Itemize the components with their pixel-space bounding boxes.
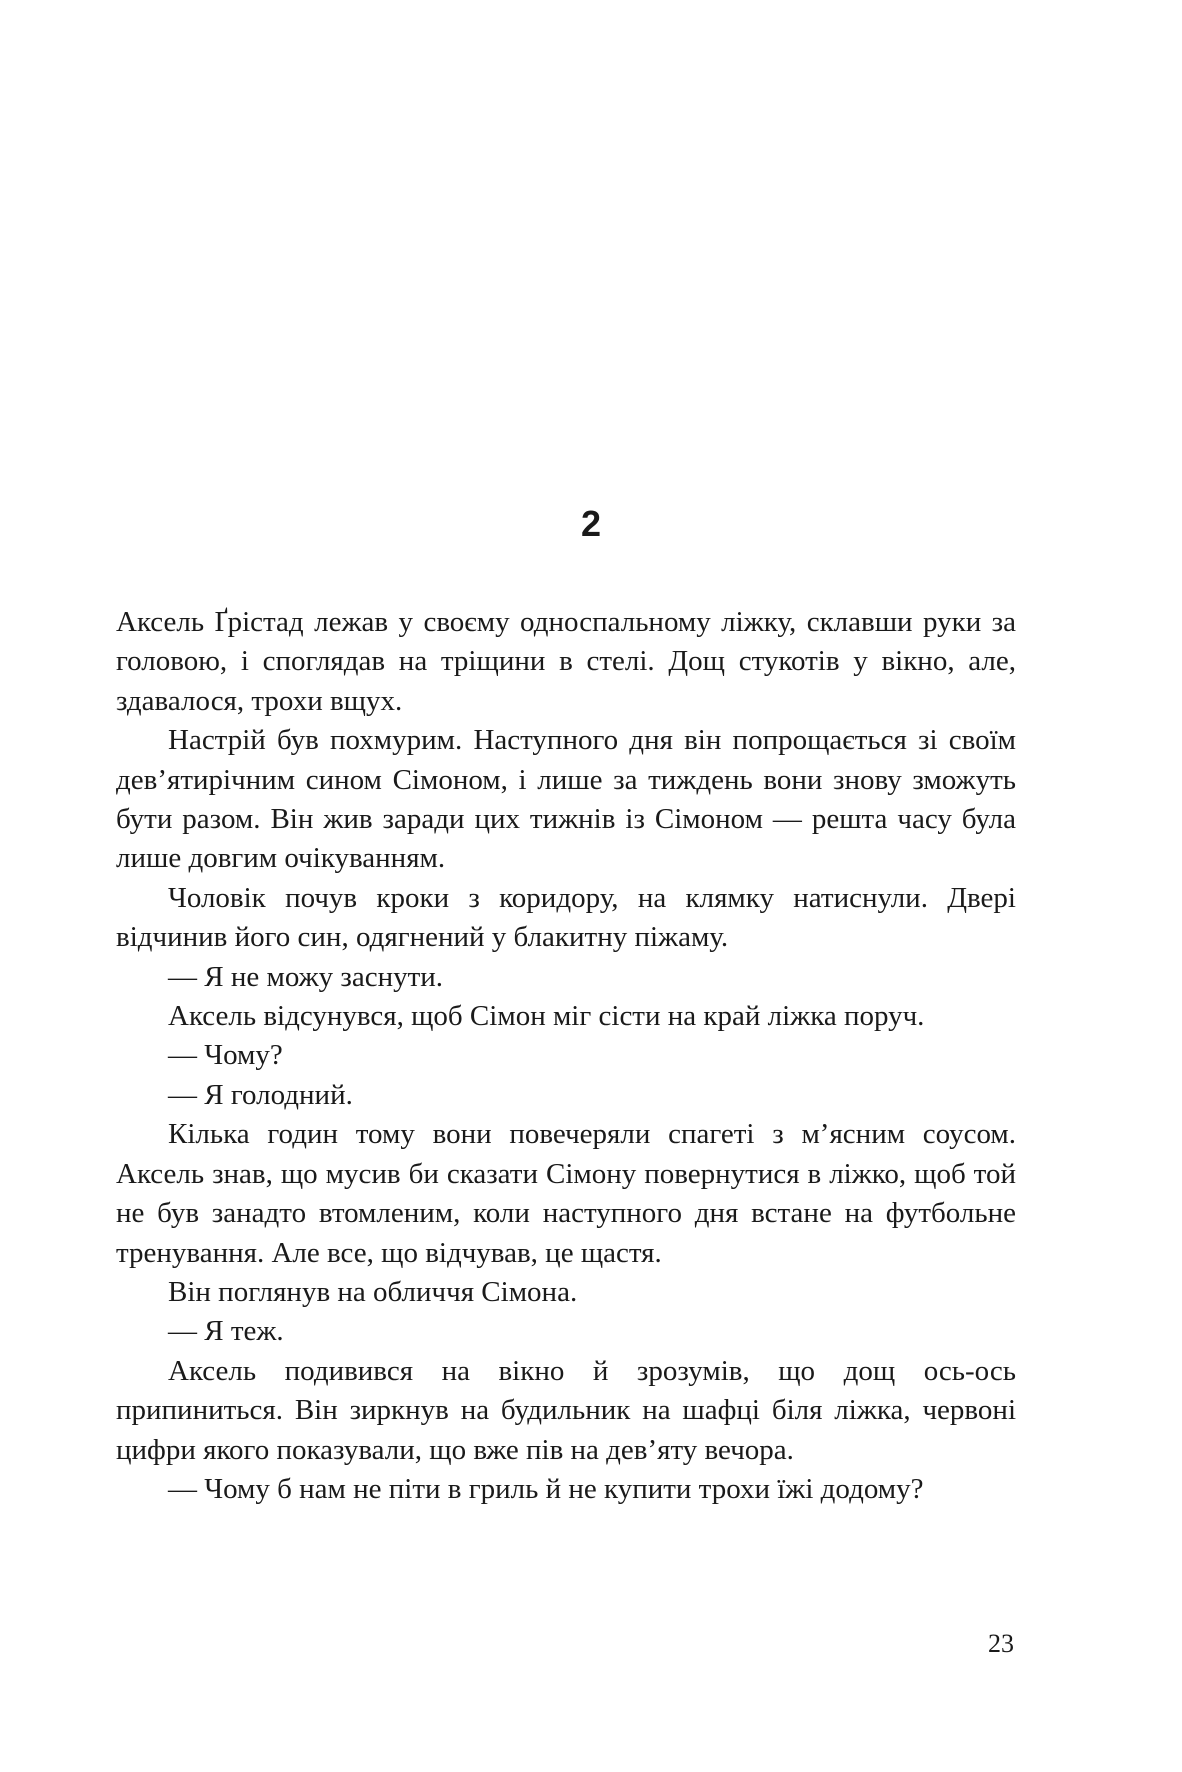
- dialogue-line: — Я теж.: [168, 1315, 284, 1348]
- paragraph-1: Аксель Ґрістад лежав у своєму односпальному ліжку, склавши руки за головою, і споглядав на тріщини в стелі. Дощ стукотів у вікно, але, здавалося, трохи вщух.: [116, 606, 1016, 717]
- dialogue-line: — Я голодний.: [168, 1078, 353, 1111]
- dialogue-line: — Я не можу заснути.: [168, 960, 444, 993]
- paragraph-3: Чоловік почув кроки з коридору, на клямку натиснули. Двері відчинив його син, одягнений у блакитну піжаму.: [116, 881, 1016, 954]
- paragraph-9: Він поглянув на обличчя Сімона.: [168, 1275, 578, 1308]
- paragraph-11: Аксель подивився на вікно й зрозумів, що дощ ось-ось припиниться. Він зиркнув на будильник на шафці біля ліжка, червоні цифри якого показували, що вже пів на дев’яту вечора.: [116, 1354, 1016, 1466]
- paragraph-8: Кілька годин тому вони повечеряли спагеті з м’ясним соусом. Аксель знав, що мусив би сказати Сімону повернутися в ліжко, щоб той не був занадто втомленим, коли наступного дня встане на футбольне тренування. Але все, що відчував, це щастя.: [116, 1118, 1016, 1269]
- page-number: 23: [988, 1629, 1014, 1658]
- paragraph-2: Настрій був похмурим. Наступного дня він попрощається зі своїм дев’ятирічним сином Сімоном, і лише за тиждень вони знову зможуть бути разом. Він жив заради цих тижнів із Сімоном — решта часу була лише довгим очікуванням.: [116, 724, 1016, 875]
- dialogue-line: — Чому?: [168, 1039, 283, 1072]
- dialogue-line: — Чому б нам не піти в гриль й не купити трохи їжі додому?: [168, 1472, 924, 1505]
- paragraph-5: Аксель відсунувся, щоб Сімон міг сісти на край ліжка поруч.: [168, 1000, 925, 1033]
- body-text: [116, 603, 1016, 1509]
- chapter-number: 2: [580, 503, 602, 544]
